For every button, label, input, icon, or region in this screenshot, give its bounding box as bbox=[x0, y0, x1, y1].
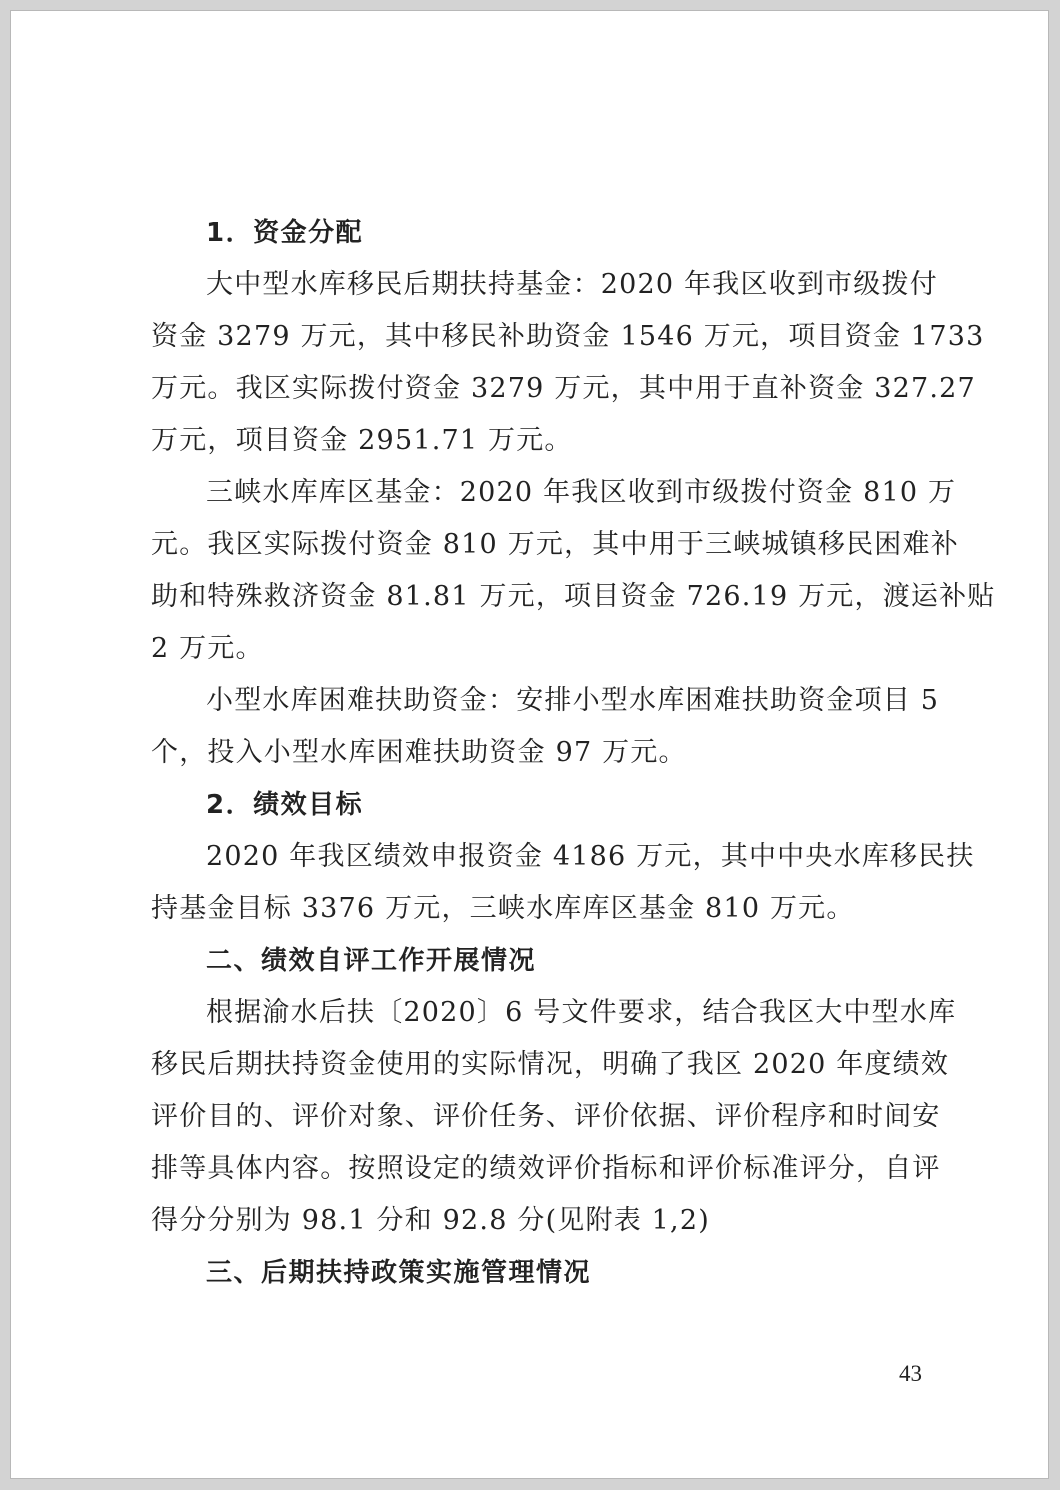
text-line: 资金 3279 万元，其中移民补助资金 1546 万元，项目资金 1733 bbox=[151, 321, 985, 352]
text-line: 根据渝水后扶〔2020〕6 号文件要求，结合我区大中型水库 bbox=[206, 997, 957, 1028]
text-line: 万元，项目资金 2951.71 万元。 bbox=[151, 425, 573, 456]
page-content bbox=[151, 207, 996, 1299]
text-line: 2020 年我区绩效申报资金 4186 万元，其中中央水库移民扶 bbox=[206, 841, 975, 872]
text-line: 元。我区实际拨付资金 810 万元，其中用于三峡城镇移民困难补 bbox=[151, 529, 959, 560]
text-line: 评价目的、评价对象、评价任务、评价依据、评价程序和时间安 bbox=[151, 1101, 941, 1132]
text-line: 持基金目标 3376 万元，三峡水库库区基金 810 万元。 bbox=[151, 893, 855, 924]
section-heading-self-evaluation: 二、绩效自评工作开展情况 bbox=[206, 946, 537, 976]
text-line: 助和特殊救济资金 81.81 万元，项目资金 726.19 万元，渡运补贴 bbox=[151, 581, 996, 612]
text-line: 移民后期扶持资金使用的实际情况，明确了我区 2020 年度绩效 bbox=[151, 1049, 950, 1080]
section-heading-fund-allocation: 1．资金分配 bbox=[206, 218, 364, 248]
paragraph-large-medium-reservoir-fund bbox=[151, 259, 985, 467]
document-page bbox=[10, 10, 1049, 1479]
paragraph-three-gorges-fund bbox=[151, 467, 996, 675]
text-line: 得分分别为 98.1 分和 92.8 分(见附表 1,2) bbox=[151, 1205, 710, 1236]
text-line: 大中型水库移民后期扶持基金：2020 年我区收到市级拨付 bbox=[206, 269, 938, 300]
paragraph-performance-target bbox=[151, 831, 975, 935]
text-line: 排等具体内容。按照设定的绩效评价指标和评价标准评分，自评 bbox=[151, 1153, 941, 1184]
paragraph-self-evaluation bbox=[151, 987, 957, 1247]
paragraph-small-reservoir-fund bbox=[151, 675, 940, 779]
text-line: 个，投入小型水库困难扶助资金 97 万元。 bbox=[151, 737, 687, 768]
text-line: 三峡水库库区基金：2020 年我区收到市级拨付资金 810 万 bbox=[206, 477, 957, 508]
text-line: 2 万元。 bbox=[151, 633, 264, 664]
text-line: 小型水库困难扶助资金：安排小型水库困难扶助资金项目 5 bbox=[206, 685, 940, 716]
section-heading-policy-implementation: 三、后期扶持政策实施管理情况 bbox=[206, 1258, 592, 1288]
page-number: 43 bbox=[899, 1361, 922, 1386]
text-line: 万元。我区实际拨付资金 3279 万元，其中用于直补资金 327.27 bbox=[151, 373, 976, 404]
section-heading-performance-target: 2．绩效目标 bbox=[206, 790, 364, 820]
